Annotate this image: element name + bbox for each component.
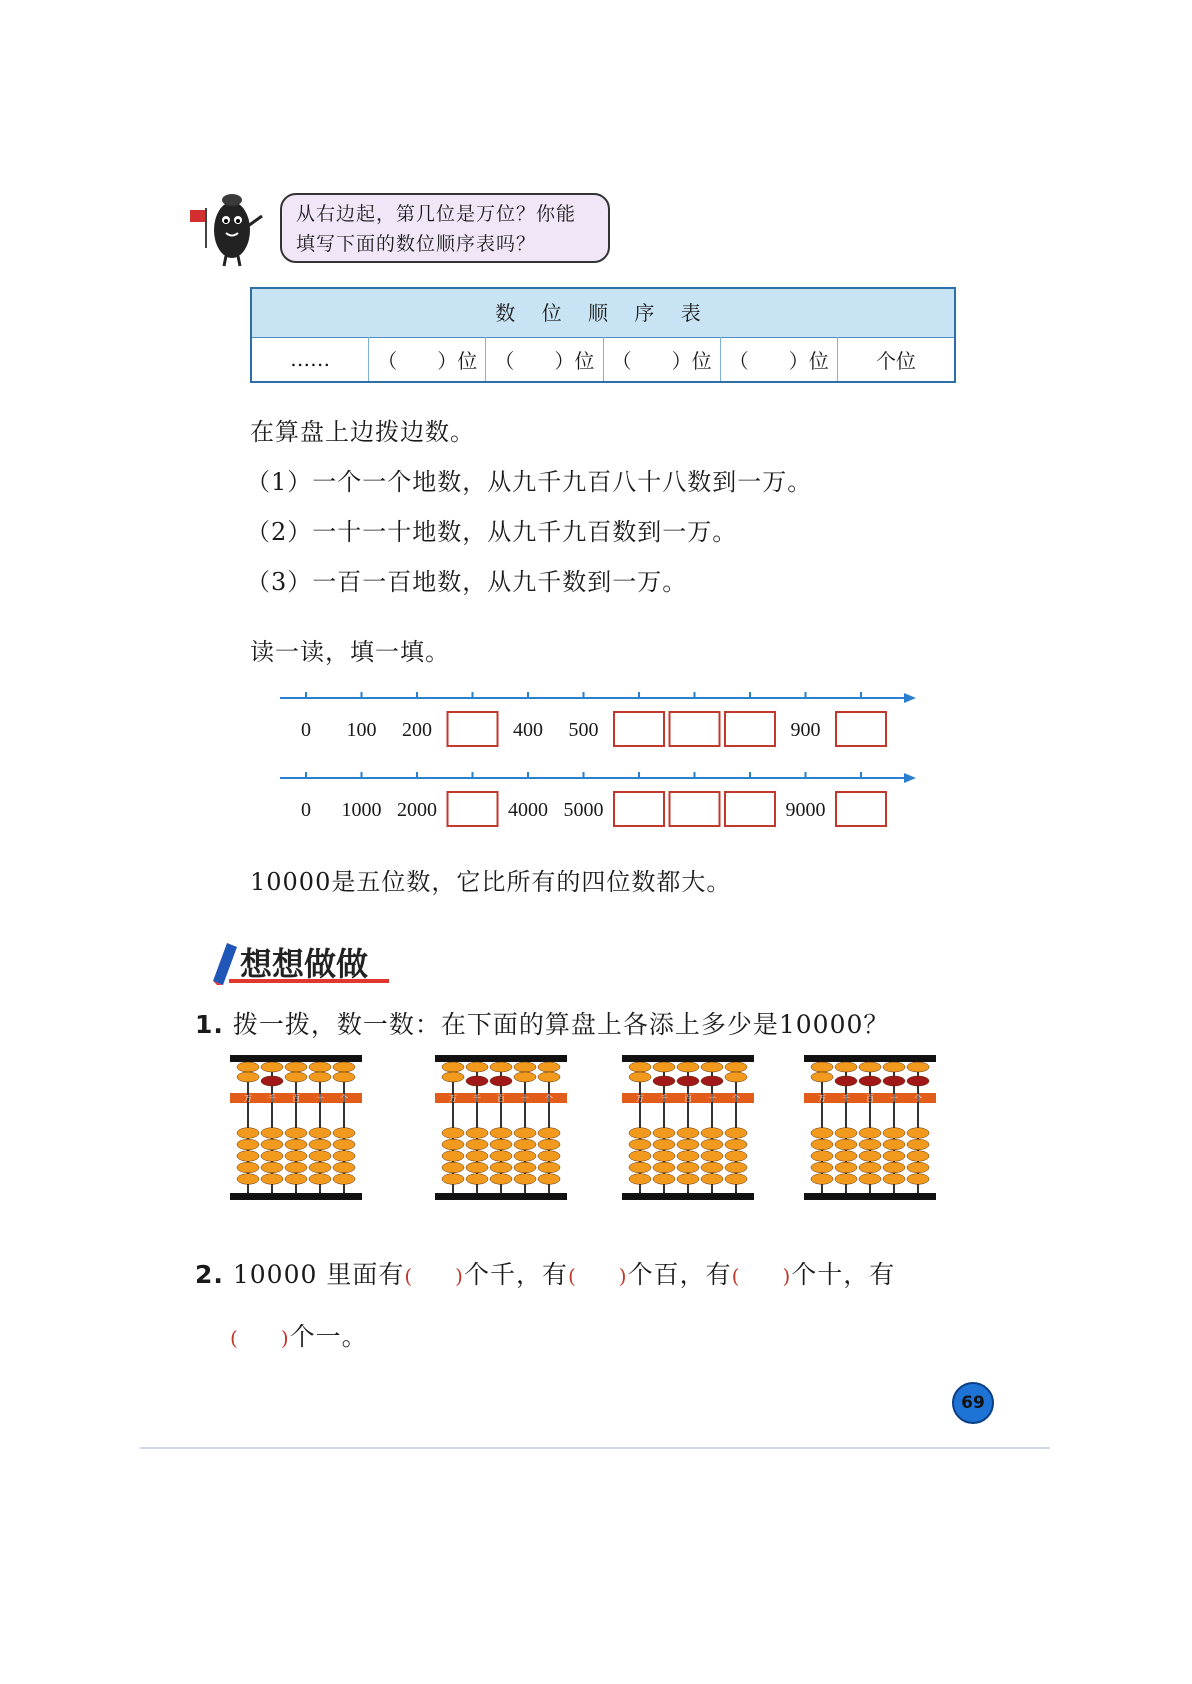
- number-line-1-tick-label: 100: [346, 719, 377, 741]
- abacus-bead: [514, 1072, 536, 1082]
- abacus-bead: [538, 1072, 560, 1082]
- abacus-bead: [285, 1151, 307, 1162]
- abacus-bead: [333, 1151, 355, 1162]
- abacus-rod-label: 千: [660, 1094, 668, 1103]
- abacus-bead: [725, 1151, 747, 1162]
- number-line-1-tick-label: 900: [790, 719, 821, 741]
- abacus-bead: [261, 1128, 283, 1139]
- abacus-bead: [333, 1139, 355, 1150]
- abacus-bead: [333, 1072, 355, 1082]
- number-line-2-tick-label: 4000: [508, 799, 548, 821]
- mascot-illustration: [190, 178, 270, 268]
- abacus-bead: [907, 1139, 929, 1150]
- abacus-bead: [309, 1139, 331, 1150]
- abacus-bead: [309, 1128, 331, 1139]
- abacus-bead: [285, 1072, 307, 1082]
- abacus-bead: [907, 1151, 929, 1162]
- abacus-bead: [907, 1076, 929, 1086]
- abacus-task-item-3: （3）一百一百地数，从九千数到一万。: [246, 568, 688, 596]
- abacus-bead: [466, 1128, 488, 1139]
- abacus-bead: [261, 1076, 283, 1086]
- abacus-task-item-1: （1）一个一个地数，从九千九百八十八数到一万。: [246, 468, 813, 496]
- exercise-number: 2.: [195, 1260, 224, 1289]
- abacus-bead: [701, 1062, 723, 1072]
- abacus-bead: [490, 1151, 512, 1162]
- abacus-bead: [261, 1151, 283, 1162]
- abacus-bead: [466, 1174, 488, 1185]
- number-line-2-blank-box[interactable]: [448, 792, 498, 826]
- abacus-bead: [859, 1139, 881, 1150]
- blank-hundreds[interactable]: ( ): [567, 1264, 628, 1288]
- number-line-2-blank-box[interactable]: [614, 792, 664, 826]
- abacus-bead: [811, 1062, 833, 1072]
- abacus-bead: [677, 1062, 699, 1072]
- abacus-bead: [514, 1151, 536, 1162]
- table-cell-blank[interactable]: （ ）位: [486, 337, 603, 381]
- abacus-bead: [237, 1128, 259, 1139]
- abacus-bead: [466, 1062, 488, 1072]
- abacus-2: [435, 1055, 567, 1200]
- abacus-bead: [835, 1174, 857, 1185]
- abacus-bead: [907, 1128, 929, 1139]
- abacus-rod-label: 十: [890, 1094, 898, 1103]
- abacus-bead: [629, 1139, 651, 1150]
- number-line-2-tick-label: 1000: [341, 799, 382, 821]
- abacus-bead: [653, 1128, 675, 1139]
- abacus-bead: [237, 1162, 259, 1173]
- abacus-bead: [261, 1139, 283, 1150]
- abacus-bead: [237, 1151, 259, 1162]
- abacus-rod-label: 个: [732, 1094, 740, 1103]
- abacus-bead: [811, 1139, 833, 1150]
- number-line-1-tick-label: 500: [568, 719, 599, 741]
- abacus-bead: [442, 1062, 464, 1072]
- abacus-bead: [285, 1139, 307, 1150]
- abacus-bead: [677, 1174, 699, 1185]
- abacus-bead: [883, 1128, 905, 1139]
- abacus-bead: [835, 1151, 857, 1162]
- abacus-bead: [629, 1128, 651, 1139]
- abacus-bead: [653, 1076, 675, 1086]
- footer-rule: [140, 1447, 1050, 1449]
- abacus-bead: [883, 1139, 905, 1150]
- abacus-bead: [237, 1062, 259, 1072]
- abacus-bead: [514, 1162, 536, 1173]
- abacus-rod-label: 万: [818, 1094, 826, 1103]
- abacus-bead: [859, 1076, 881, 1086]
- exercise-1: [195, 1005, 889, 1041]
- table-cell-blank[interactable]: （ ）位: [721, 337, 838, 381]
- abacus-bead: [725, 1174, 747, 1185]
- table-cell-ellipsis: ……: [252, 337, 369, 381]
- exercise-2-line-2: ( )个一。: [230, 1322, 368, 1351]
- abacus-bead: [811, 1072, 833, 1082]
- abacus-bead: [442, 1174, 464, 1185]
- abacus-rod-label: 个: [545, 1094, 553, 1103]
- abacus-bead: [701, 1139, 723, 1150]
- abacus-bead: [285, 1128, 307, 1139]
- abacus-bead: [514, 1128, 536, 1139]
- abacus-rod-label: 万: [244, 1094, 252, 1103]
- abacus-rod-label: 十: [316, 1094, 324, 1103]
- abacus-bead: [309, 1072, 331, 1082]
- abacus-bead: [466, 1139, 488, 1150]
- abacus-bead: [835, 1139, 857, 1150]
- blank-thousands[interactable]: ( ): [404, 1264, 464, 1288]
- number-line-1-blank-box[interactable]: [836, 712, 886, 746]
- number-line-1-blank-box[interactable]: [725, 712, 775, 746]
- abacus-bead: [835, 1128, 857, 1139]
- abacus-bead: [835, 1162, 857, 1173]
- abacus-bead: [514, 1062, 536, 1072]
- abacus-bead: [725, 1072, 747, 1082]
- abacus-bead: [442, 1151, 464, 1162]
- statement-five-digit: 10000是五位数，它比所有的四位数都大。: [250, 868, 732, 896]
- table-cell-blank[interactable]: （ ）位: [604, 337, 721, 381]
- abacus-bead: [835, 1076, 857, 1086]
- exercise-number: 1.: [195, 1010, 224, 1039]
- abacus-bead: [309, 1151, 331, 1162]
- abacus-bead: [538, 1162, 560, 1173]
- abacus-bead: [811, 1162, 833, 1173]
- number-line-2-blank-box[interactable]: [836, 792, 886, 826]
- abacus-bead: [653, 1162, 675, 1173]
- abacus-bead: [285, 1062, 307, 1072]
- abacus-bead: [835, 1062, 857, 1072]
- abacus-bead: [629, 1151, 651, 1162]
- abacus-bead: [859, 1128, 881, 1139]
- abacus-bead: [538, 1151, 560, 1162]
- abacus-bead: [442, 1162, 464, 1173]
- table-row: [252, 337, 954, 381]
- abacus-bead: [514, 1174, 536, 1185]
- abacus-rod-label: 万: [636, 1094, 644, 1103]
- abacus-bead: [261, 1162, 283, 1173]
- speech-bubble: 从右边起，第几位是万位？你能填写下面的数位顺序表吗？: [280, 193, 610, 263]
- abacus-rod-label: 百: [292, 1094, 300, 1103]
- abacus-rod-label: 百: [866, 1094, 874, 1103]
- abacus-1: [230, 1055, 362, 1200]
- abacus-bead: [490, 1139, 512, 1150]
- table-cell-blank[interactable]: （ ）位: [369, 337, 486, 381]
- abacus-bead: [466, 1162, 488, 1173]
- abacus-bead: [811, 1128, 833, 1139]
- exercise-text: 拨一拨，数一数：在下面的算盘上各添上多少是10000？: [232, 1010, 890, 1039]
- abacus-rod-label: 十: [521, 1094, 529, 1103]
- number-line-1-tick-label: 0: [301, 719, 311, 741]
- abacus-bead: [538, 1128, 560, 1139]
- abacus-3: [622, 1055, 754, 1200]
- abacus-task-item-2: （2）一十一十地数，从九千九百数到一万。: [246, 518, 738, 546]
- abacus-bead: [653, 1174, 675, 1185]
- abacus-bead: [333, 1128, 355, 1139]
- abacus-rod-label: 百: [497, 1094, 505, 1103]
- abacus-bead: [677, 1139, 699, 1150]
- number-line-1-tick-label: 200: [402, 719, 432, 741]
- abacus-bead: [883, 1062, 905, 1072]
- abacus-bead: [333, 1062, 355, 1072]
- abacus-bead: [811, 1174, 833, 1185]
- abacus-bead: [514, 1139, 536, 1150]
- abacus-bead: [261, 1174, 283, 1185]
- abacus-bead: [466, 1076, 488, 1086]
- abacus-bead: [490, 1128, 512, 1139]
- abacus-bead: [285, 1162, 307, 1173]
- abacus-bead: [701, 1162, 723, 1173]
- abacus-bead: [442, 1128, 464, 1139]
- abacus-bead: [701, 1151, 723, 1162]
- abacus-bead: [811, 1151, 833, 1162]
- number-line-1-blank-box[interactable]: [614, 712, 664, 746]
- abacus-bead: [883, 1162, 905, 1173]
- abacus-bead: [701, 1174, 723, 1185]
- abacus-bead: [677, 1128, 699, 1139]
- abacus-rod-label: 千: [842, 1094, 850, 1103]
- abacus-task-intro: 在算盘上边拨边数。: [250, 418, 475, 446]
- read-fill-intro: 读一读，填一填。: [250, 638, 450, 666]
- abacus-bead: [907, 1174, 929, 1185]
- abacus-bead: [538, 1174, 560, 1185]
- table-title: 数 位 顺 序 表: [252, 289, 954, 338]
- abacus-bead: [725, 1139, 747, 1150]
- abacus-bead: [538, 1139, 560, 1150]
- abacus-bead: [653, 1151, 675, 1162]
- abacus-rod-label: 十: [708, 1094, 716, 1103]
- abacus-bead: [883, 1151, 905, 1162]
- number-line-1-blank-box[interactable]: [670, 712, 720, 746]
- abacus-bead: [701, 1128, 723, 1139]
- abacus-bead: [859, 1162, 881, 1173]
- abacus-bead: [309, 1062, 331, 1072]
- abacus-bead: [725, 1128, 747, 1139]
- number-line-2-tick-label: 2000: [397, 799, 437, 821]
- abacus-bead: [285, 1174, 307, 1185]
- abacus-bead: [725, 1162, 747, 1173]
- abacus-bead: [629, 1174, 651, 1185]
- abacus-bead: [490, 1162, 512, 1173]
- number-line-1: [270, 686, 930, 776]
- page-number: 69: [952, 1382, 994, 1424]
- number-line-1-blank-box[interactable]: [448, 712, 498, 746]
- blank-tens[interactable]: ( ): [731, 1264, 792, 1288]
- abacus-bead: [442, 1072, 464, 1082]
- abacus-bead: [309, 1162, 331, 1173]
- abacus-rod-label: 千: [268, 1094, 276, 1103]
- abacus-bead: [237, 1174, 259, 1185]
- abacus-bead: [701, 1076, 723, 1086]
- abacus-bead: [237, 1072, 259, 1082]
- section-heading: 想想做做: [240, 945, 369, 983]
- abacus-bead: [538, 1062, 560, 1072]
- abacus-bead: [725, 1062, 747, 1072]
- table-cell-ones: 个位: [875, 348, 916, 373]
- abacus-bead: [237, 1139, 259, 1150]
- abacus-bead: [883, 1076, 905, 1086]
- abacus-bead: [907, 1062, 929, 1072]
- abacus-bead: [333, 1162, 355, 1173]
- number-line-2-tick-label: 0: [301, 799, 311, 821]
- number-line-1-tick-label: 400: [513, 719, 543, 741]
- number-line-2-blank-box[interactable]: [725, 792, 775, 826]
- abacus-bead: [466, 1151, 488, 1162]
- place-value-table: [250, 287, 956, 383]
- abacus-bead: [490, 1062, 512, 1072]
- abacus-bead: [261, 1062, 283, 1072]
- abacus-rod-label: 千: [473, 1094, 481, 1103]
- abacus-bead: [653, 1139, 675, 1150]
- abacus-bead: [883, 1174, 905, 1185]
- abacus-rod-label: 百: [684, 1094, 692, 1103]
- exercise-2: 2. 10000 里面有( )个千，有( )个百，有( )个十，有: [195, 1260, 896, 1289]
- abacus-rod-label: 万: [449, 1094, 457, 1103]
- blank-ones[interactable]: ( ): [230, 1326, 290, 1350]
- abacus-bead: [309, 1174, 331, 1185]
- abacus-bead: [859, 1151, 881, 1162]
- abacus-bead: [490, 1076, 512, 1086]
- number-line-2-tick-label: 5000: [563, 799, 604, 821]
- abacus-bead: [677, 1162, 699, 1173]
- abacus-bead: [653, 1062, 675, 1072]
- abacus-bead: [907, 1162, 929, 1173]
- number-line-2: [270, 766, 930, 856]
- abacus-bead: [442, 1139, 464, 1150]
- abacus-bead: [629, 1072, 651, 1082]
- abacus-bead: [629, 1062, 651, 1072]
- abacus-bead: [677, 1076, 699, 1086]
- abacus-bead: [859, 1174, 881, 1185]
- abacus-rod-label: 个: [340, 1094, 348, 1103]
- abacus-bead: [677, 1151, 699, 1162]
- number-line-2-tick-label: 9000: [785, 799, 826, 821]
- abacus-bead: [859, 1062, 881, 1072]
- abacus-bead: [333, 1174, 355, 1185]
- abacus-4: [804, 1055, 936, 1200]
- abacus-rod-label: 个: [914, 1094, 922, 1103]
- abacus-bead: [490, 1174, 512, 1185]
- abacus-bead: [629, 1162, 651, 1173]
- number-line-2-blank-box[interactable]: [670, 792, 720, 826]
